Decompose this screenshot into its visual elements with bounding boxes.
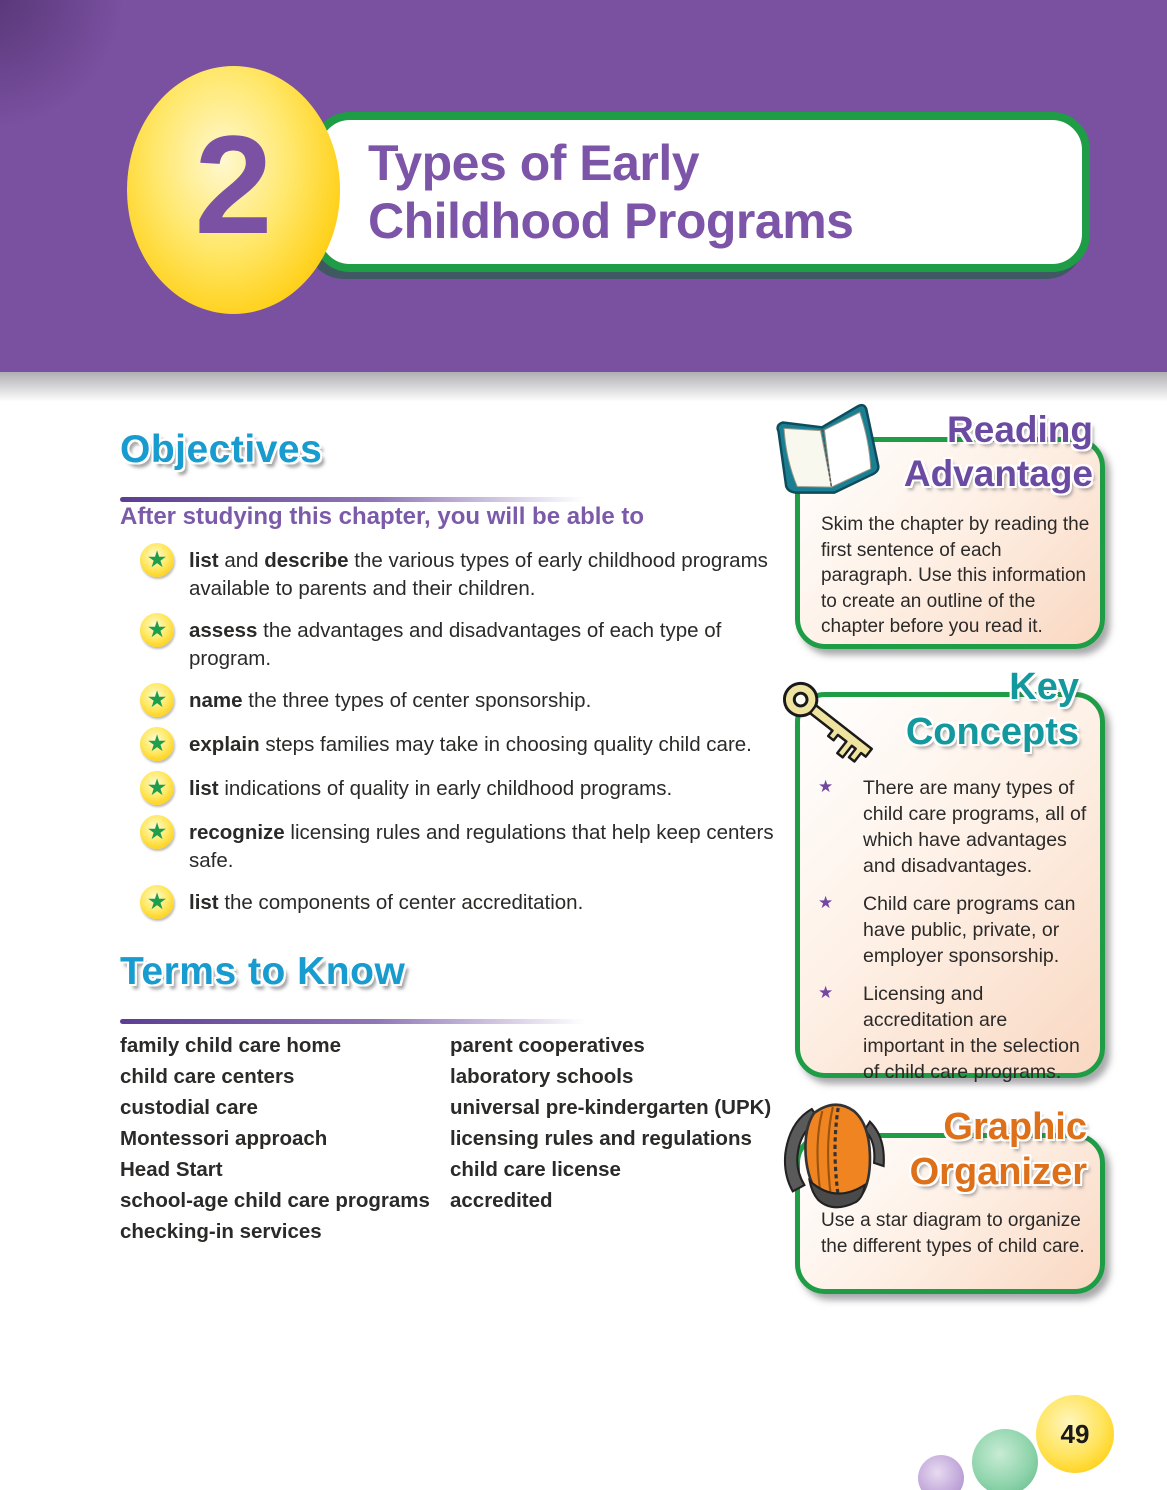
objective-text: list the components of center accreditation.: [189, 891, 584, 914]
term-item: accredited: [450, 1189, 553, 1212]
key-concepts-title-line-2: Concepts: [905, 711, 1079, 753]
objective-text: explain steps families may take in choosing quality child care.: [189, 733, 752, 756]
objective-text: name the three types of center sponsorship.: [189, 689, 592, 712]
term-item: family child care home: [120, 1034, 342, 1057]
reading-advantage-title-line-1: Reading: [947, 409, 1093, 450]
star-glyph: ★: [146, 817, 168, 844]
chapter-title-line-1: Types of Early: [368, 135, 700, 191]
key-concepts-title-line-1: Key: [1009, 666, 1079, 708]
objective-item: [140, 819, 790, 875]
term-item: licensing rules and regulations: [450, 1127, 752, 1150]
objectives-intro: After studying this chapter, you will be able to: [120, 503, 645, 530]
key-concept-text: Child care programs can have public, private, or employer sponsorship.: [863, 893, 1076, 967]
term-item: parent cooperatives: [450, 1034, 645, 1057]
reading-advantage-title-line-2: Advantage: [903, 453, 1093, 494]
key-concept-item: [818, 891, 1092, 969]
objective-item: [140, 617, 790, 673]
term-item: universal pre-kindergarten (UPK): [450, 1096, 772, 1119]
objective-text: list and describe the various types of early childhood programs available to parents and their children.: [189, 549, 768, 600]
star-bullet-icon: [140, 885, 174, 919]
terms-column-2: [450, 1030, 780, 1247]
star-glyph: ★: [146, 545, 168, 572]
star-icon: ★: [818, 983, 834, 1002]
star-icon: ★: [818, 777, 834, 796]
key-concept-item: [818, 981, 1092, 1085]
decor-circle-purple: [918, 1455, 964, 1490]
term-item: school-age child care programs: [120, 1189, 430, 1212]
star-bullet-icon: [140, 771, 174, 805]
objective-item: [140, 731, 790, 761]
term-item: child care centers: [120, 1065, 295, 1088]
key-concept-text: There are many types of child care programs, all of which have advantages and disadvantages.: [863, 777, 1087, 877]
page-number: 49: [1060, 1418, 1090, 1449]
chapter-title-box: [312, 112, 1090, 272]
star-glyph: ★: [146, 685, 168, 712]
chapter-number-badge: [127, 66, 340, 314]
graphic-organizer-title: [910, 1105, 1087, 1195]
objective-text: assess the advantages and disadvantages of each type of program.: [189, 619, 722, 670]
header-drop-shadow: [0, 372, 1167, 402]
star-glyph: ★: [146, 773, 168, 800]
star-glyph: ★: [146, 729, 168, 756]
objective-item: [140, 889, 790, 919]
objective-item: [140, 687, 790, 717]
key-concepts-title: [906, 665, 1079, 755]
objective-text: list indications of quality in early childhood programs.: [189, 777, 673, 800]
chapter-title-line-2: Childhood Programs: [368, 193, 854, 249]
objectives-list: [140, 547, 790, 933]
objectives-rule: [120, 497, 585, 502]
objectives-heading: Objectives: [120, 428, 323, 471]
key-concept-item: [818, 775, 1092, 879]
term-item: child care license: [450, 1158, 621, 1181]
terms-columns: [120, 1030, 780, 1247]
star-icon: ★: [818, 893, 834, 912]
term-item: laboratory schools: [450, 1065, 634, 1088]
objective-text: recognize licensing rules and regulations that help keep centers safe.: [189, 821, 774, 872]
objective-item: [140, 547, 790, 603]
terms-column-1: [120, 1030, 450, 1247]
star-bullet-icon: [140, 815, 174, 849]
star-bullet-icon: [140, 727, 174, 761]
backpack-icon: [770, 1090, 900, 1222]
star-bullet-icon: [140, 543, 174, 577]
star-bullet-icon: [140, 613, 174, 647]
graphic-organizer-body: Use a star diagram to organize the different types of child care.: [821, 1210, 1085, 1257]
objective-item: [140, 775, 790, 805]
term-item: Montessori approach: [120, 1127, 328, 1150]
star-bullet-icon: [140, 683, 174, 717]
term-item: checking-in services: [120, 1220, 322, 1243]
star-glyph: ★: [146, 887, 168, 914]
graphic-organizer-title-line-1: Graphic: [943, 1106, 1087, 1148]
reading-advantage-title: [904, 408, 1093, 496]
star-glyph: ★: [146, 615, 168, 642]
key-concept-text: Licensing and accreditation are important in the selection of child care programs.: [863, 983, 1080, 1083]
page-number-badge: [1036, 1395, 1114, 1473]
term-item: custodial care: [120, 1096, 258, 1119]
chapter-number: 2: [194, 106, 273, 263]
open-book-icon: [768, 396, 888, 510]
graphic-organizer-title-line-2: Organizer: [909, 1151, 1087, 1193]
key-icon: [776, 676, 896, 784]
decor-circle-green: [972, 1429, 1038, 1490]
reading-advantage-body: Skim the chapter by reading the first sentence of each paragraph. Use this information to create an outline of the chapter before you read it.: [821, 514, 1090, 637]
term-item: Head Start: [120, 1158, 223, 1181]
terms-rule: [120, 1019, 585, 1024]
terms-heading: Terms to Know: [120, 950, 406, 993]
